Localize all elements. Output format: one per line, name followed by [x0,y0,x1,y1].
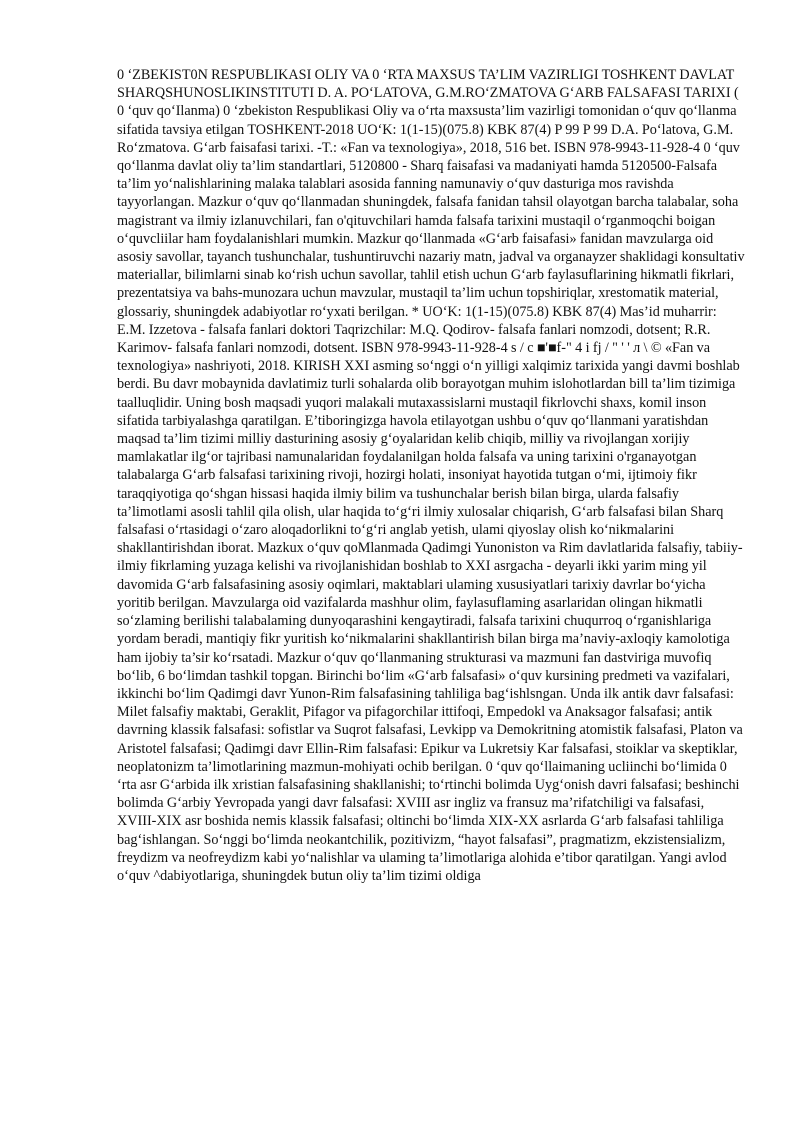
document-body-text: 0 ‘ZBEKIST0N RESPUBLIKASI OLIY VA 0 ‘RTA MAXSUS TA’LIM VAZIRLIGI TOSHKENT DAVLAT SHARQSHUNOSLIKINSTITUTI D. A. PO‘LATOVA, G.M.RO‘ZMATOVA G‘ARB FALSAFASI TARIXI ( 0 ‘quv qo‘Ilanma) 0 ‘zbekiston Respublikasi Oliy va o‘rta maxsusta’lim vazirligi tomonidan o‘quv qo‘llanma sifatida tavsiya etilgan TOSHKENT-2018 UO‘K: 1(1-15)(075.8) KBK 87(4) P 99 P 99 D.A. Po‘latova, G.M. Ro‘zmatova. G‘arb faisafasi tarixi. -T.: «Fan va texnologiya», 2018, 516 bet. ISBN 978-9943-11-928-4 0 ‘quv qo‘llanma davlat oliy ta’lim standartlari, 5120800 - Sharq faisafasi va madaniyati hamda 5120500-Falsafa ta’lim yo‘nalishlarining malaka talablari asosida fanning namunaviy o‘quv dasturiga mos ravishda tayyorlangan. Mazkur o‘quv qo‘llanmadan shuningdek, falsafa fanidan tahsil olayotgan barcha talabalar, soha magistrant va ilmiy izlanuvchilari, fan o'qituvchilari hamda falsafa tarixini mustaqil o‘rganmoqchi boigan o‘quvcliilar ham foydalanishlari mumkin. Mazkur qo‘llanmada «G‘arb faisafasi» fanidan mavzularga oid asosiy savollar, tayanch tushunchalar, tushuntiruvchi nazariy matn, jadval va organayzer shaklidagi konsultativ materiallar, bilimlarni sinab ko‘rish uchun savollar, tahlil etish uchun G‘arb faylasuflarining hikmatli fikrlari, prezentatsiya va bahs-munozara uchun mavzular, mustaqil ta’lim uchun topshiriqlar, xrestomatik material, glossariy, shuningdek adabiyotlar ro‘yxati berilgan. * UO‘K: 1(1-15)(075.8) KBK 87(4) Mas’id muharrir: E.M. Izzetova - falsafa fanlari doktori Taqrizchilar: M.Q. Qodirov- falsafa fanlari nomzodi, dotsent; R.R. Karimov- falsafa fanlari nomzodi, dotsent. ISBN 978-9943-11-928-4 s / c ■'■f-" 4 i fj / " ' ' л \ © «Fan va texnologiya» nashriyoti, 2018. KIRISH XXI asming so‘nggi o‘n yilligi xalqimiz tarixida yangi davmi boshlab berdi. Bu davr mobaynida davlatimiz turli sohalarda olib borayotgan muhim islohotlardan bill ta’lim tizimiga taalluqlidir. Uning bosh maqsadi yuqori malakali mutaxassislarni mustaqil fikrlovchi shaxs, komil inson sifatida tarbiyalashga qaratilgan. E’tiboringizga havola etilayotgan ushbu o‘quv qo‘llanmani yaratishdan maqsad ta’lim tizimi milliy dasturining asosiy g‘oyalaridan kelib chiqib, milliy va rivojlangan xorijiy mamlakatlar ilg‘or tajribasi namunalaridan foydalanilgan holda falsafa va uning tarixini o'rganayotgan talabalarga G‘arb falsafasi tarixining rivoji, hozirgi holati, insoniyat hayotida tutgan o‘mi, ijtimoiy fikr taraqqiyotiga qo‘shgan hissasi haqida ilmiy bilim va tushunchalar berish bilan birga, ularda falsafiy ta’limotlami asosli tahlil qila olish, ular haqida to‘g‘ri ilmiy xulosalar chiqarish, G‘arb falsafasi bilan Sharq falsafasi o‘rtasidagi o‘zaro aloqadorlikni to‘g‘ri anglab yetish, ulami qiyoslay olish ko‘nikmalarini shakllantirishdan iborat. Mazkux o‘quv qoMlanmada Qadimgi Yunoniston va Rim davlatlarida falsafiy, tabiiy-ilmiy fikrlaming yuzaga kelishi va rivojlanishidan boshlab to XXI asrgacha - deyarli ikki yarim ming yil davomida G‘arb falsafasining asosiy oqimlari, maktablari ulaming xususiyatlari tarixiy davrlar bo‘yicha yoritib berilgan. Mavzularga oid vazifalarda mashhur olim, faylasuflaming asarlaridan olingan hikmatli so‘zlaming berilishi talabalaming dunyoqarashini kengaytiradi, falsafa tarixini chuqurroq o‘rganishlariga yordam beradi, mantiqiy fikr yuritish ko‘nikmalarini shakllantirish bilan birga ma’naviy-axloqiy kamolotiga ham ijobiy ta’sir ko‘rsatadi. Mazkur o‘quv qo‘llanmaning strukturasi va mazmuni fan dastviriga muvofiq bo‘lib, 6 bo‘limdan tashkil topgan. Birinchi bo‘lim «G‘arb falsafasi» o‘quv kursining predmeti va vazifalari, ikkinchi bo‘lim Qadimgi davr Yunon-Rim falsafasining tahliliga bag‘ishlsngan. Unda ilk antik davr falsafasi: Milet falsafiy maktabi, Geraklit, Pifagor va pifagorchilar ittifoqi, Empedokl va Anaksagor falsafasi; antik davrning klassik falsafasi: sofistlar va Suqrot falsafasi, Levkipp va Demokritning atomistik falsafasi, Platon va Aristotel falsafasi; Qadimgi davr Ellin-Rim falsafasi: Epikur va Lukretsiy Kar falsafasi, stoiklar va skeptiklar, neoplatonizm ta’limotlarining mazmun-mohiyati ochib berilgan. 0 ‘quv qo‘llaimaning ucliinchi bo‘limida 0 ‘rta asr G‘arbida ilk xristian falsafasining shakllanishi; to‘rtinchi bolimda Uyg‘onish davri falsafasi; beshinchi bolimda G‘arbiy Yevropada yangi davr falsafasi: XVIII asr ingliz va fransuz ma’rifatchiligi va falsafasi, XVIII-XIX asr boshida nemis klassik falsafasi; oltinchi bo‘limda XIX-XX asrlarda G‘arb falsafasi tahliliga bag‘ishlangan. So‘nggi bo‘limda neokantchilik, pozitivizm, “hayot falsafasi”, pragmatizm, ekzistensializm, freydizm va neofreydizm kabi yo‘nalishlar va ulaming ta’limotlariga alohida e’tibor qaratilgan. Yangi avlod o‘quv ^dabiyotlariga, shuningdek butun oliy ta’lim tizimi oldiga [117,67,745,884]
document-page [117,66,746,885]
